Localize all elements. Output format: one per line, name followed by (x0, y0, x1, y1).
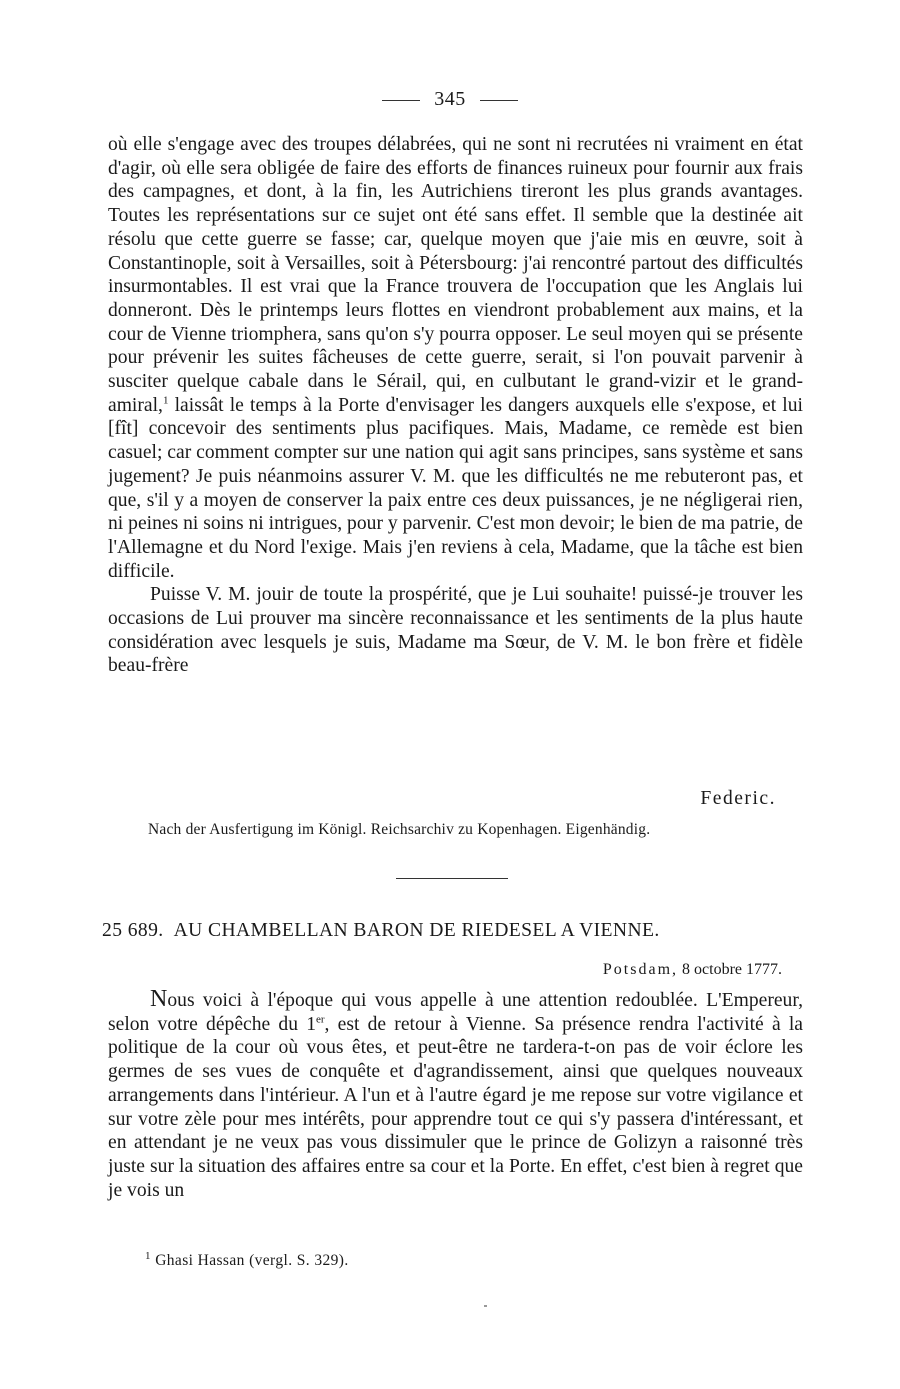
dateline (603, 961, 782, 979)
header-dash-left (382, 100, 420, 101)
page-header (0, 88, 900, 111)
document-body (108, 988, 803, 1202)
document-body-rest: , est de retour à Vienne. Sa présence rendra l'activité à la politique de la cour où vous êtes, et peut-être ne tardera-t-on pas de voir éclore les germes de ses vues de conquête et d'agrandissement, ainsi que quelques nouveaux arrangements dans l'intérieur. A l'un et à l'autre égard je me repose sur votre vigilance et sur votre zèle pour mes intérêts, pour apprendre tout ce qui s'y passera d'intéressant, et en attendant je ne veux pas vous dissimuler que le prince de Golizyn a raisonné très juste sur la situation des affaires entre sa cour et la Porte. En effet, c'est bien à regret que je vois un (108, 1013, 803, 1201)
first-letter: N (150, 986, 168, 1012)
paragraph-1-text: où elle s'engage avec des troupes délabrées, qui ne sont ni recrutées ni vraiment en état d'agir, où elle sera obligée de faire des efforts de finances ruineux pour fournir aux frais des campagnes, et dont, à la fin, les Autrichiens tireront les plus grands avantages. Toutes les représentations sur ce sujet ont été sans effet. Il semble que la destinée ait résolu que cette guerre se fasse; car, quelque moyen que j'aie mis en œuvre, soit à Constantinople, soit à Versailles, soit à Pétersbourg: j'ai rencontré partout des difficultés insurmontables. Il est vrai que la France trouvera de l'occupation que les Anglais lui donneront. Dès le printemps leurs flottes en viendront probablement aux mains, et la cour de Vienne triomphera, sans qu'on s'y pourra opposer. Le seul moyen qui se présente pour prévenir les suites fâcheuses de cette guerre, serait, si l'on pouvait parvenir à susciter quelque cabale dans le Sérail, qui, en culbutant le grand-vizir et le grand-amiral, (108, 134, 803, 416)
scan-speck (484, 1305, 487, 1307)
letter-body (108, 133, 803, 678)
footnote-marker: 1 (145, 1249, 151, 1262)
letter-paragraph-2: Puisse V. M. jouir de toute la prospérité, que je Lui souhaite! puissé-je trouver les occasions de Lui prouver ma sincère reconnaissance et les sentiments de la plus haute considération avec lesquels je suis, Madame ma Sœur, de V. M. le bon frère et fidèle beau-frère (108, 584, 803, 677)
dateline-place: Potsdam, (602, 961, 679, 978)
ordinal-suffix: er (316, 1013, 325, 1026)
document-number: 25 689. (102, 920, 164, 941)
dateline-date: 8 octobre 1777. (682, 961, 782, 978)
section-divider (396, 878, 508, 879)
document-paragraph-1 (108, 988, 803, 1202)
document-title: AU CHAMBELLAN BARON DE RIEDESEL A VIENNE. (173, 920, 660, 941)
paragraph-1-continued-text: laissât le temps à la Porte d'envisager les dangers auxquels elle s'expose, et lui [fît] concevoir des sentiments plus pacifiques. Mais, Madame, ce remède est bien casuel; car comment compter sur une nation qui agit sans principes, sans système et sans jugement? Je puis néanmoins assurer V. M. que les difficultés ne me rebuteront pas, et que, s'il y a moyen de conserver la paix entre ces deux puissances, je ne négligerai rien, ni peines ni soins ni intrigues, pour y parvenir. C'est mon devoir; le bien de ma patrie, de l'Allemagne et du Nord l'exige. Mais j'en reviens à cela, Madame, que la tâche est bien difficile. (108, 394, 803, 582)
footnote-reference: 1 (162, 394, 169, 407)
document-heading (102, 920, 802, 942)
page-number: 345 (434, 88, 466, 110)
header-dash-right (480, 100, 518, 101)
footnote-text: Ghasi Hassan (vergl. S. 329). (155, 1252, 349, 1269)
footnote (145, 1249, 349, 1270)
letter-paragraph-1 (108, 133, 803, 583)
document-body-start: ous voici à l'époque qui vous appelle à une attention redoublée. L'Empereur, selon votre dépêche du 1 (108, 990, 803, 1035)
source-note: Nach der Ausfertigung im Königl. Reichsarchiv zu Kopenhagen. Eigenhändig. (148, 821, 651, 838)
signature: Federic. (700, 788, 776, 809)
